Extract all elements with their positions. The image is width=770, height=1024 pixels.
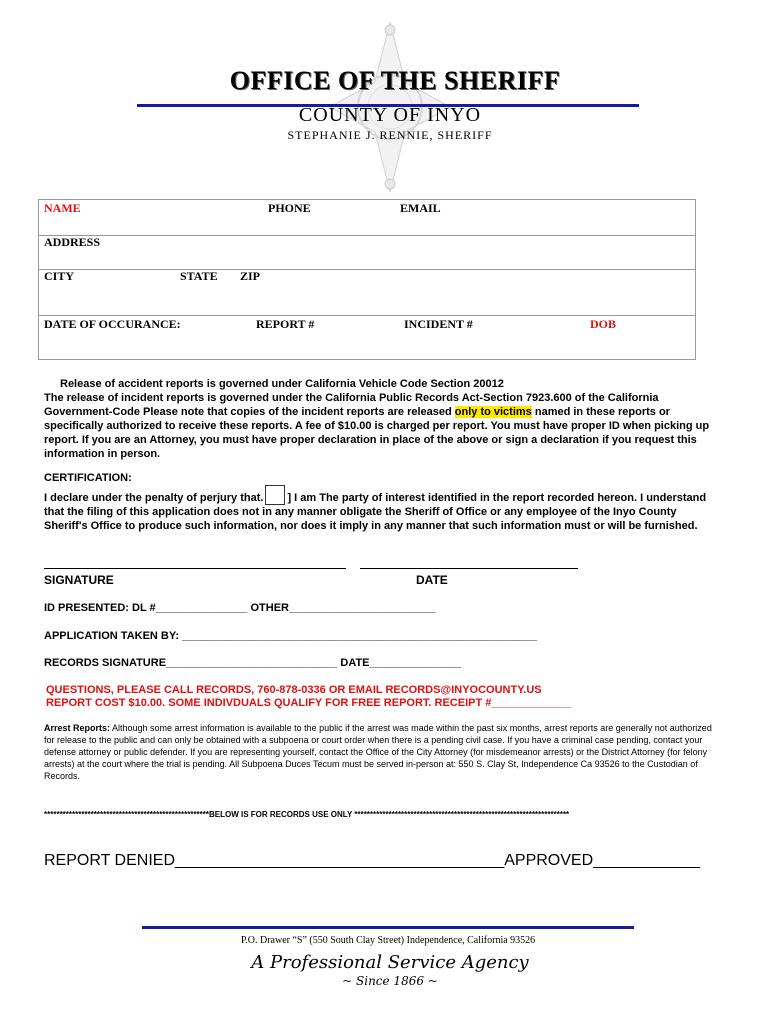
footer-since: ~ Since 1866 ~ [342,974,438,988]
footer-address: P.O. Drawer “S” (550 South Clay Street) Independence, California 93526 [240,935,536,946]
party-of-interest-checkbox[interactable] [265,485,285,505]
address-label: ADDRESS [44,235,101,249]
application-taken-by-field[interactable]: APPLICATION TAKEN BY: __________________________________________________________ [44,630,537,642]
date-label: DATE [416,573,448,587]
arrest-reports-notice [44,722,724,782]
request-form-table [38,199,696,360]
records-use-divider: *****************************************************BELOW IS FOR RECORDS USE ONLY ********************************************************************* [44,810,570,819]
incident-notice-b: named in these reports or specifically authorized to receive these reports. A fee of $10.00 is charged per report. You must have proper ID when picking up report. If you are an Attorney, you must have proper declaration in place of the above or sign a declaration if you request this information in person. [44,406,710,460]
contact-line: QUESTIONS, PLEASE CALL RECORDS, 760-878-0336 OR EMAIL RECORDS@INYOCOUNTY.US [46,684,542,696]
certification-heading: CERTIFICATION: [44,472,132,484]
name-label: NAME [44,201,81,215]
address-row[interactable] [39,236,696,270]
date-of-occurrence-label: DATE OF OCCURANCE: [44,317,181,331]
incident-notice [44,391,720,461]
footer-rule [142,926,634,929]
victims-highlight: only to victims [454,406,532,418]
incident-number-label: INCIDENT # [404,317,473,331]
certification-body: ] I am The party of interest identified in the report recorded hereon. I understand that the filing of this application does not in any manner obligate the Sheriff of Office or any employee of the Inyo County Sheriff's Office to produce such information, nor does it imply in any manner that such information must or will be furnished. [44,492,707,532]
dob-label: DOB [590,317,617,331]
city-label: CITY [44,269,75,283]
zip-label: ZIP [240,269,261,283]
arrest-reports-heading: Arrest Reports: [44,723,111,733]
footer-tagline: A Professional Service Agency [251,952,529,973]
signature-label: SIGNATURE [44,573,114,587]
report-denied-approved-field[interactable]: REPORT DENIED_____________________________________APPROVED____________ [44,852,700,869]
signature-line[interactable] [44,568,346,569]
email-label: EMAIL [400,201,441,215]
certification-text [44,485,720,533]
city-row[interactable] [39,270,696,316]
report-number-label: REPORT # [256,317,315,331]
id-presented-field[interactable]: ID PRESENTED: DL #_______________ OTHER________________________ [44,602,436,614]
date-line[interactable] [360,568,578,569]
certification-lead: I declare under the penalty of perjury that. [44,492,264,504]
arrest-reports-text: Although some arrest information is available to the public if the arrest was made within the past six months, arrest reports are generally not authorized for release to the public and can only be obtained with a subpoena or court order when there is a pending civil case. If you have a criminal case pending, contact your defense attorney or public defender. If you are representing yourself, contact the Office of the City Attorney (for misdemeanor arrests) or the District Attorney (for felony arrests) at the court where the trial is pending. All Subpoena Duces Tecum must be served in-person at: 550 S. Clay St, Independence Ca 93526 to the Custodian of Records. [44,723,712,781]
accident-notice: Release of accident reports is governed under California Vehicle Code Section 20012 [60,378,504,390]
name-row[interactable] [39,200,696,236]
records-signature-field[interactable]: RECORDS SIGNATURE____________________________ DATE_______________ [44,657,462,669]
incident-notice-a: The release of incident reports is governed under the California Public Records Act-Section 7923.600 of the California Government-Code Please note that copies of the incident reports are released [44,392,659,418]
office-title: OFFICE OF THE SHERIFF [229,66,561,95]
county-name: COUNTY OF INYO [298,104,482,126]
sheriff-name: STEPHANIE J. RENNIE, SHERIFF [287,128,493,142]
report-cost-line: REPORT COST $10.00. SOME INDIVDUALS QUALIFY FOR FREE REPORT. RECEIPT #_____________ [46,697,571,709]
phone-label: PHONE [268,201,311,215]
state-label: STATE [180,269,218,283]
